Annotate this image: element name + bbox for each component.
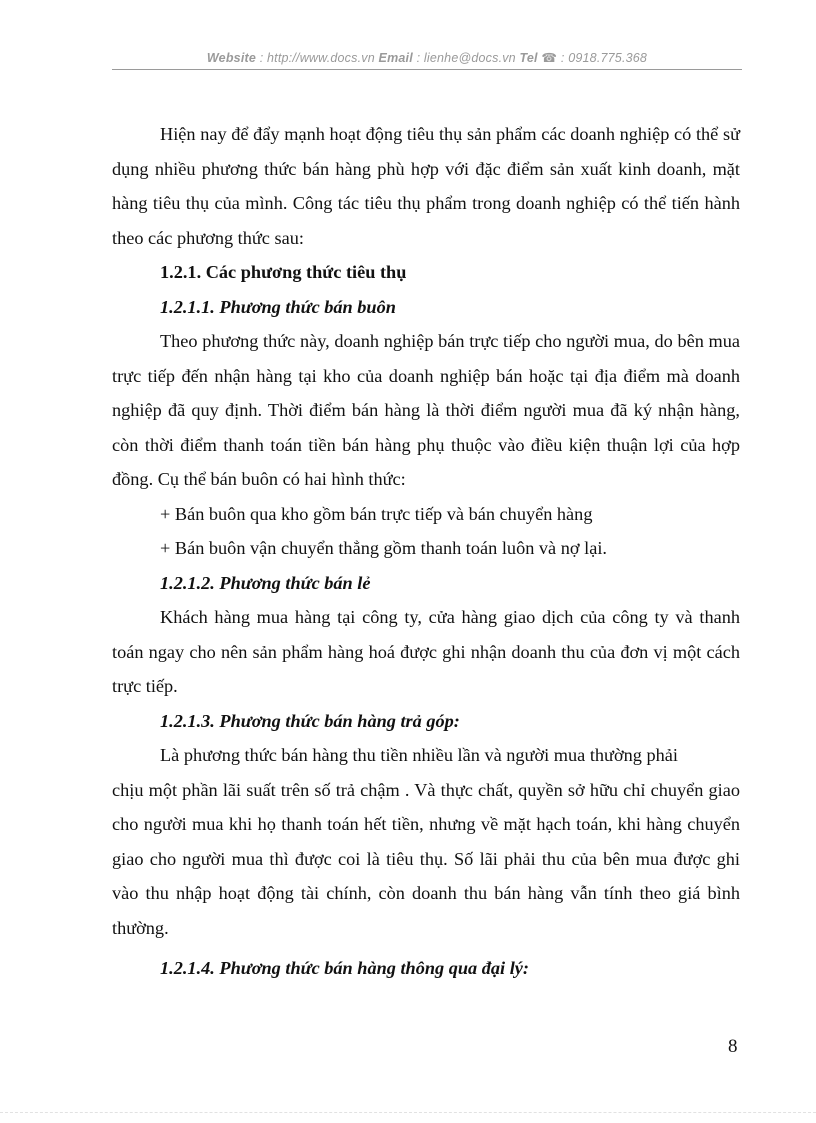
document-body xyxy=(112,117,740,986)
email-label: Email xyxy=(378,51,413,65)
phone-icon: ☎ xyxy=(541,51,558,65)
wholesale-bullet-2: + Bán buôn vận chuyển thẳng gồm thanh toán luôn và nợ lại. xyxy=(160,538,607,558)
installment-first-line: Là phương thức bán hàng thu tiền nhiều lần và người mua thường phải xyxy=(160,745,678,765)
page-number: 8 xyxy=(728,1036,738,1057)
wholesale-paragraph: Theo phương thức này, doanh nghiệp bán trực tiếp cho người mua, do bên mua trực tiếp đến nhận hàng tại kho của doanh nghiệp bán hoặc tại địa điểm mà doanh nghiệp đã quy định. Thời điểm bán hàng là thời điểm người mua đã ký nhận hàng, còn thời điểm thanh toán tiền bán hàng phụ thuộc vào điều kiện thuận lợi của hợp đồng. Cụ thể bán buôn có hai hình thức: xyxy=(112,331,740,489)
tel-label: Tel xyxy=(519,51,538,65)
subsection-heading-agency: 1.2.1.4. Phương thức bán hàng thông qua đại lý: xyxy=(160,958,529,978)
wholesale-bullet-1: + Bán buôn qua kho gồm bán trực tiếp và bán chuyển hàng xyxy=(160,503,593,524)
subsection-heading-wholesale: 1.2.1.1. Phương thức bán buôn xyxy=(160,296,396,317)
subsection-heading-installment: 1.2.1.3. Phương thức bán hàng trả góp: xyxy=(160,710,460,731)
retail-paragraph: Khách hàng mua hàng tại công ty, cửa hàng giao dịch của công ty và thanh toán ngay cho nên sản phẩm hàng hoá được ghi nhận doanh thu của đơn vị một cách trực tiếp. xyxy=(112,607,740,696)
page-header xyxy=(112,50,742,65)
section-heading: 1.2.1. Các phương thức tiêu thụ xyxy=(160,262,407,282)
installment-paragraph: chịu một phần lãi suất trên số trả chậm . Và thực chất, quyền sở hữu chỉ chuyển giao cho người mua khi họ thanh toán hết tiền, nhưng về mặt hạch toán, khi hàng chuyển giao cho người mua thì được coi là tiêu thụ. Số lãi phải thu của bên mua được ghi vào thu nhập hoạt động tài chính, còn doanh thu bán hàng vẫn tính theo giá bình thường. xyxy=(112,779,740,938)
page-bottom-border xyxy=(0,1112,816,1113)
email-value[interactable]: : lienhe@docs.vn xyxy=(412,51,520,65)
header-divider xyxy=(112,69,742,70)
website-value[interactable]: : http://www.docs.vn xyxy=(256,51,379,65)
tel-value: : 0918.775.368 xyxy=(557,51,648,65)
website-label: Website xyxy=(206,51,257,65)
intro-paragraph: Hiện nay để đẩy mạnh hoạt động tiêu thụ sản phẩm các doanh nghiệp có thể sử dụng nhiều phương thức bán hàng phù hợp với đặc điểm sản xuất kinh doanh, mặt hàng tiêu thụ của mình. Công tác tiêu thụ phẩm trong doanh nghiệp có thể tiến hành theo các phương thức sau: xyxy=(112,124,740,248)
subsection-heading-retail: 1.2.1.2. Phương thức bán lẻ xyxy=(160,572,371,593)
